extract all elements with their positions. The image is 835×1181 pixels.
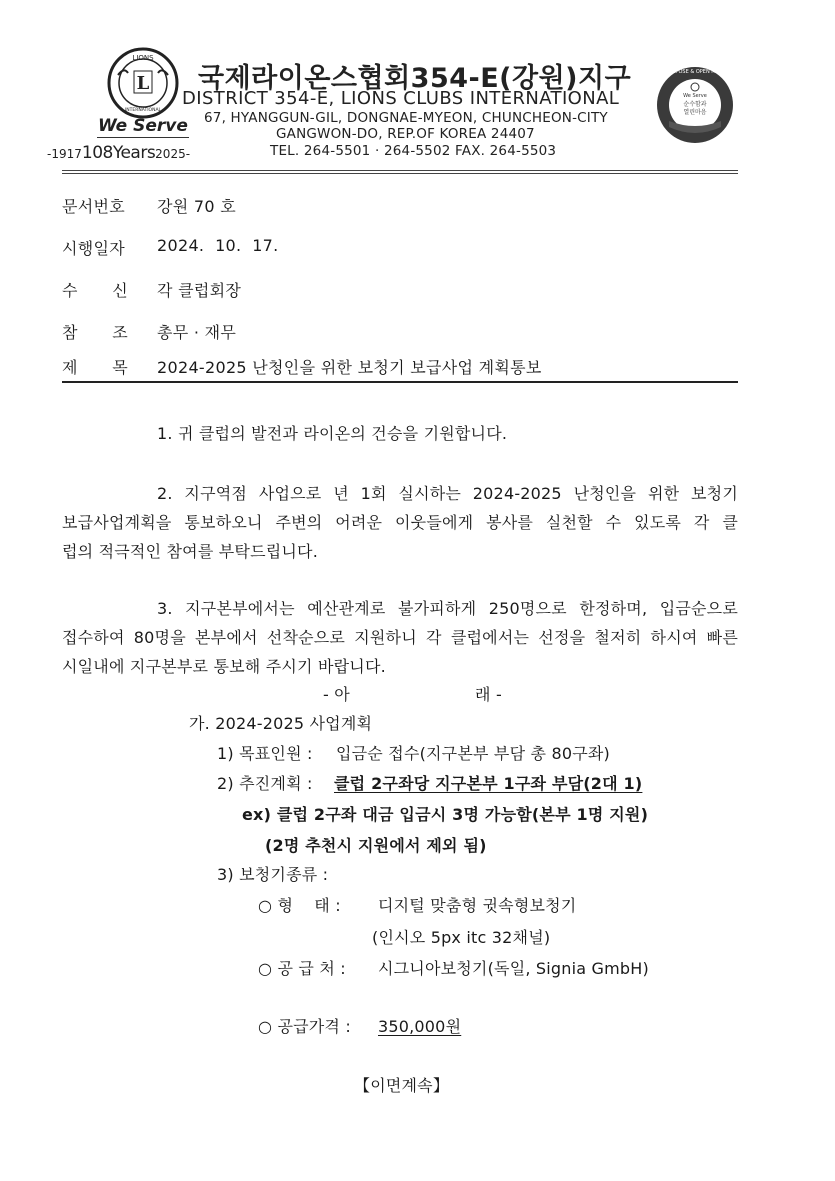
subject-label: 제 목 bbox=[62, 358, 128, 377]
header-rule-top bbox=[62, 170, 738, 171]
paragraph-3-line-2: 접수하여 80명을 본부에서 선착순으로 지원하니 각 클럽에서는 선정을 철저히 하시여 빠른 bbox=[62, 628, 738, 647]
item-3-label: 3) 보청기종류 : bbox=[217, 865, 329, 884]
logo-top-text: LIONS bbox=[132, 54, 154, 62]
doc-number: 강원 70 호 bbox=[157, 197, 236, 216]
reference-label: 참 조 bbox=[62, 323, 128, 342]
paragraph-2-line-2: 보급사업계획을 통보하오니 주변의 어려운 이웃들에게 봉사를 실천할 수 있도록 각 클 bbox=[62, 513, 738, 532]
item-2-example: ex) 클럽 2구좌 대금 입금시 3명 가능함(본부 1명 지원) bbox=[242, 805, 649, 824]
seal-motto: We Serve bbox=[683, 93, 707, 99]
paragraph-3-line-3: 시일내에 지구본부로 통보해 주시기 바랍니다. bbox=[62, 657, 386, 676]
type-label: ○ 형 태 : bbox=[258, 896, 341, 915]
org-title-korean: 국제라이온스협회354-E(강원)지구 bbox=[198, 63, 632, 94]
seal-text-2: 열린마음 bbox=[683, 109, 707, 116]
reference-value: 총무 · 재무 bbox=[157, 323, 237, 342]
item-1-label: 1) 목표인원 : bbox=[217, 744, 313, 763]
phone-fax: TEL. 264-5501 · 264-5502 FAX. 264-5503 bbox=[270, 143, 557, 159]
supplier-label: ○ 공 급 처 : bbox=[258, 959, 346, 978]
type-value-detail: (인시오 5px itc 32채널) bbox=[372, 928, 551, 947]
price-value: 350,000원 bbox=[378, 1017, 462, 1036]
recipient-value: 각 클럽회장 bbox=[157, 281, 242, 300]
seal-text-1: 순수함과 bbox=[683, 101, 707, 108]
item-2-value: 클럽 2구좌당 지구본부 1구좌 부담(2대 1) bbox=[334, 774, 643, 793]
paragraph-1: 1. 귀 클럽의 발전과 라이온의 건승을 기원합니다. bbox=[157, 424, 508, 443]
seal-top-text: PURPOSE & OPEN MIND bbox=[665, 69, 725, 75]
paragraph-3-line-1: 3. 지구본부에서는 예산관계로 불가피하게 250명으로 한정하며, 입금순으로 bbox=[157, 599, 738, 618]
recipient-label: 수 신 bbox=[62, 281, 128, 300]
lions-logo bbox=[98, 45, 188, 125]
section-a-heading: 가. 2024-2025 사업계획 bbox=[189, 714, 373, 733]
doc-number-label: 문서번호 bbox=[62, 197, 126, 216]
district-seal bbox=[655, 65, 735, 145]
paragraph-2-line-3: 럽의 적극적인 참여를 부탁드립니다. bbox=[62, 542, 318, 561]
logo-bottom-text: INTERNATIONAL bbox=[124, 108, 162, 113]
type-value: 디지털 맞춤형 귓속형보청기 bbox=[378, 896, 577, 915]
item-1-value: 입금순 접수(지구본부 부담 총 80구좌) bbox=[336, 744, 610, 763]
address-line-1: 67, HYANGGUN-GIL, DONGNAE-MYEON, CHUNCHEON-CITY bbox=[204, 110, 608, 126]
subject-value: 2024-2025 난청인을 위한 보청기 보급사업 계획통보 bbox=[157, 358, 542, 377]
motto-rule bbox=[97, 137, 189, 138]
motto: We Serve bbox=[98, 116, 188, 136]
item-2-label: 2) 추진계획 : bbox=[217, 774, 313, 793]
date-label: 시행일자 bbox=[62, 239, 126, 258]
item-2-note: (2명 추천시 지원에서 제외 됨) bbox=[265, 836, 487, 855]
org-title-english: DISTRICT 354-E, LIONS CLUBS INTERNATIONAL bbox=[182, 88, 620, 109]
date-value: 2024. 10. 17. bbox=[157, 236, 279, 255]
supplier-value: 시그니아보청기(독일, Signia GmbH) bbox=[378, 959, 649, 978]
address-line-2: GANGWON-DO, REP.OF KOREA 24407 bbox=[276, 126, 535, 142]
continued-note: 【이면계속】 bbox=[354, 1076, 450, 1095]
below-heading-right: 래 - bbox=[475, 685, 502, 704]
logo-letter: L bbox=[136, 73, 150, 94]
price-label: ○ 공급가격 : bbox=[258, 1017, 351, 1036]
header-rule-bottom bbox=[62, 173, 738, 174]
anniversary-years: -1917108Years2025- bbox=[47, 143, 191, 163]
subject-rule bbox=[62, 381, 738, 383]
paragraph-2-line-1: 2. 지구역점 사업으로 년 1회 실시하는 2024-2025 난청인을 위한 보청기 bbox=[157, 484, 738, 503]
below-heading-left: - 아 bbox=[323, 685, 350, 704]
